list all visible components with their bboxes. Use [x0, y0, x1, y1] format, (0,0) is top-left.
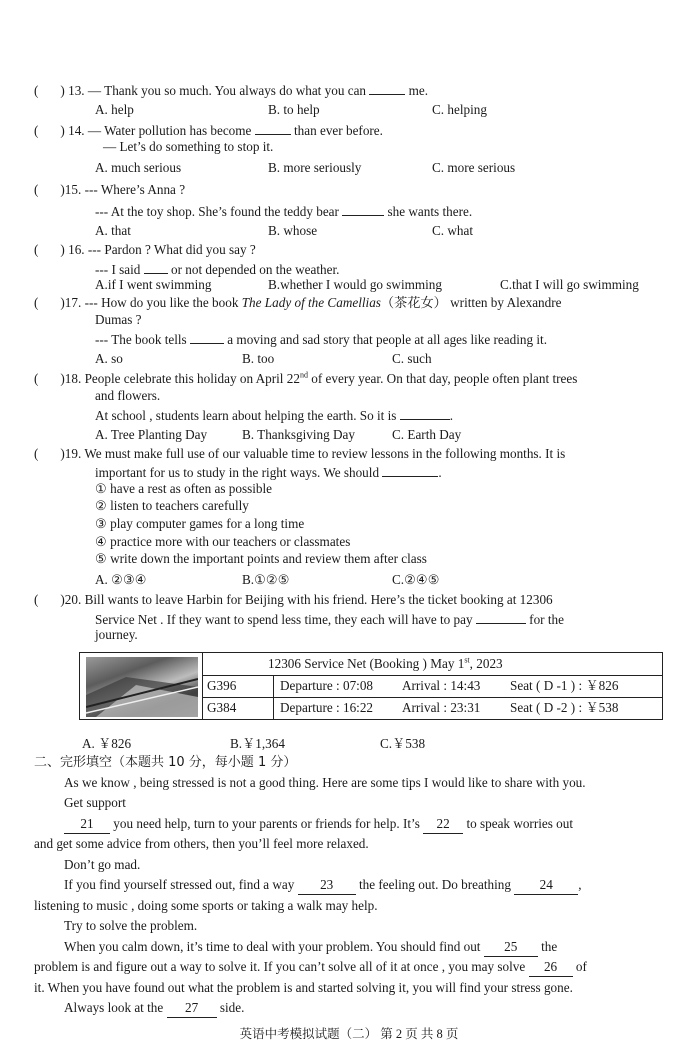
paren-open: (: [34, 371, 39, 386]
table-cell-seat: Seat ( D -2 ) : ￥538: [510, 700, 619, 715]
table-cell-arrival: Arrival : 23:31: [402, 700, 481, 715]
table-cell-train: G384: [207, 700, 237, 715]
q18-line3: [95, 405, 453, 425]
paren-close: ): [60, 242, 65, 257]
passage-paragraph-3: If you find yourself stressed out, find a way 23 the feeling out. Do breathing 24 ,: [64, 876, 582, 895]
question-text: she wants there.: [387, 204, 473, 219]
q13-option-b: B. to help: [268, 102, 320, 117]
answer-blank: [369, 80, 405, 95]
passage-paragraph-4: [64, 938, 557, 957]
q19-item-1: ① have a rest as often as possible: [95, 481, 272, 496]
table-cell-arrival: Arrival : 14:43: [402, 678, 481, 693]
ordinal-suffix: nd: [299, 370, 308, 380]
question-text: --- How do you like the book: [84, 295, 239, 310]
table-header-text: 12306 Service Net (Booking ) May 1: [268, 656, 465, 671]
cloze-blank-22: 22: [423, 815, 463, 834]
passage-text: you need help, turn to your parents or friends for help. It’s: [113, 816, 420, 831]
book-title: The Lady of the Camellias: [241, 295, 381, 310]
question-text: --- At the toy shop. She’s found the teddy bear: [95, 204, 339, 219]
question-text: Service Net . If they want to spend less time, they each will have to pay: [95, 612, 473, 627]
cloze-blank-21: 21: [64, 815, 110, 834]
passage-text: the: [541, 939, 558, 954]
train-photo: [86, 657, 198, 717]
question-text: --- Where’s Anna ?: [84, 182, 186, 197]
q17-stem: [34, 294, 561, 312]
question-text: for the: [529, 612, 564, 627]
q19-stem: [34, 445, 565, 463]
passage-paragraph-4-cont: [34, 958, 587, 977]
passage-text: Always look at the: [64, 1000, 164, 1015]
answer-blank: [342, 201, 384, 216]
question-text: People celebrate this holiday on April 22: [84, 371, 300, 386]
question-number: 13.: [68, 83, 85, 98]
q20-option-a: A. ￥826: [82, 736, 132, 751]
q19-item-3: ③ play computer games for a long time: [95, 516, 305, 531]
question-number: 16.: [68, 242, 85, 257]
q20-option-b: B.￥1,364: [230, 736, 285, 751]
q19-option-a: A. ②③④: [95, 572, 147, 587]
question-text: --- I said: [95, 262, 141, 277]
q18-option-a: A. Tree Planting Day: [95, 427, 208, 442]
answer-blank: [476, 609, 526, 624]
q15-option-c: C. what: [432, 223, 474, 238]
question-text: of every year. On that day, people often plant trees: [311, 371, 578, 386]
q20-stem: [34, 591, 553, 609]
cloze-blank-27: 27: [167, 999, 217, 1018]
question-text: — Thank you so much. You always do what you can: [87, 83, 367, 98]
question-text: .: [449, 408, 454, 423]
q15-line2: [95, 201, 472, 221]
q14-option-c: C. more serious: [432, 160, 516, 175]
table-cell-seat: Seat ( D -1 ) : ￥826: [510, 678, 619, 693]
question-number: )15.: [60, 182, 82, 197]
q19-item-4: ④ practice more with our teachers or classmates: [95, 534, 351, 549]
page-footer: 英语中考模拟试题（二） 第 2 页 共 8 页: [239, 1027, 459, 1041]
question-text: --- The book tells: [95, 332, 187, 347]
passage-paragraph-3-cont: listening to music , doing some sports or taking a walk may help.: [34, 898, 378, 913]
table-cell-departure: Departure : 07:08: [280, 678, 374, 693]
paren-open: (: [34, 592, 39, 607]
paren-close: ): [60, 83, 65, 98]
q19-item-2: ② listen to teachers carefully: [95, 498, 249, 513]
passage-text: If you find yourself stressed out, find a way: [64, 877, 295, 892]
question-text: me.: [408, 83, 429, 98]
q13-stem: [34, 80, 428, 100]
cloze-blank-23: 23: [298, 876, 356, 895]
passage-paragraph-1: As we know , being stressed is not a good thing. Here are some tips I would like to share with you.: [64, 775, 586, 790]
q14-stem: [34, 120, 383, 140]
ticket-table: [79, 652, 663, 720]
paren-open: (: [34, 182, 39, 197]
q19-line2: [95, 462, 442, 482]
table-cell-departure: Departure : 16:22: [280, 700, 374, 715]
q14-option-a: A. much serious: [95, 160, 182, 175]
q13-option-c: C. helping: [432, 102, 487, 117]
passage-text: to speak worries out: [466, 816, 574, 831]
q18-line2: and flowers.: [95, 388, 161, 403]
question-text: --- Pardon ? What did you say ?: [87, 242, 256, 257]
book-title-chinese: （茶花女）: [380, 295, 447, 310]
paren-open: (: [34, 446, 39, 461]
question-text: At school , students learn about helping the earth. So it is: [95, 408, 397, 423]
question-text: than ever before.: [293, 123, 383, 138]
passage-text: the feeling out. Do breathing: [358, 877, 511, 892]
paren-close: ): [60, 123, 65, 138]
q19-item-5: ⑤ write down the important points and review them after class: [95, 551, 427, 566]
passage-text: side.: [219, 1000, 245, 1015]
paren-open: (: [34, 295, 39, 310]
question-text: We must make full use of our valuable time to review lessons in the following months. It is: [84, 446, 566, 461]
question-number: )18.: [60, 371, 82, 386]
answer-blank: [400, 405, 450, 420]
q20-line3: journey.: [95, 627, 138, 642]
question-text: written by Alexandre: [450, 295, 562, 310]
q20-option-c: C.￥538: [380, 736, 426, 751]
q16-option-a: A.if I went swimming: [95, 277, 212, 292]
question-number: )19.: [60, 446, 82, 461]
answer-blank: [382, 462, 438, 477]
question-text: or not depended on the weather.: [171, 262, 340, 277]
q18-option-c: C. Earth Day: [392, 427, 462, 442]
q13-option-a: A. help: [95, 102, 134, 117]
q19-option-b: B.①②⑤: [242, 572, 290, 587]
passage-subheading-1: Get support: [64, 795, 126, 810]
section-heading: 二、完形填空（本题共 10 分，每小题 1 分）: [34, 755, 297, 770]
table-header: [268, 655, 503, 673]
passage-subheading-2: Don’t go mad.: [64, 857, 141, 872]
question-number: )17.: [60, 295, 82, 310]
q17-option-b: B. too: [242, 351, 275, 366]
cloze-blank-24: 24: [514, 876, 578, 895]
q19-option-c: C.②④⑤: [392, 572, 440, 587]
q16-option-c: C.that I will go swimming: [500, 277, 639, 292]
answer-blank: [144, 259, 168, 274]
paren-open: (: [34, 242, 39, 257]
cloze-blank-26: 26: [529, 958, 573, 977]
question-text: .: [438, 465, 442, 480]
answer-blank: [255, 120, 291, 135]
paren-open: (: [34, 123, 39, 138]
question-text: a moving and sad story that people at all ages like reading it.: [227, 332, 547, 347]
passage-text: When you calm down, it’s time to deal with your problem. You should find out: [64, 939, 481, 954]
q17-option-c: C. such: [392, 351, 432, 366]
q16-option-b: B.whether I would go swimming: [268, 277, 442, 292]
ordinal-suffix: st: [464, 655, 470, 665]
q20-line2: [95, 609, 564, 629]
q17-line3: [95, 329, 547, 349]
passage-paragraph-2: [64, 815, 573, 834]
table-header-text: , 2023: [469, 656, 503, 671]
passage-paragraph-2-cont: and get some advice from others, then you’ll feel more relaxed.: [34, 836, 369, 851]
question-number: )20.: [60, 592, 82, 607]
passage-paragraph-5: [64, 999, 244, 1018]
question-text: — Water pollution has become: [87, 123, 252, 138]
passage-text: problem is and figure out a way to solve it. If you can’t solve all of it at once , you may solve: [34, 959, 526, 974]
passage-text: of: [575, 959, 587, 974]
passage-subheading-3: Try to solve the problem.: [64, 918, 198, 933]
paren-open: (: [34, 83, 39, 98]
q15-stem: [34, 181, 185, 199]
q15-option-a: A. that: [95, 223, 131, 238]
passage-paragraph-4-end: it. When you have found out what the problem is and started solving it, you will find your stress gone.: [34, 980, 573, 995]
q17-line2: Dumas ?: [95, 312, 142, 327]
question-text: important for us to study in the right ways. We should: [95, 465, 380, 480]
q18-stem: [34, 370, 577, 388]
table-cell-train: G396: [207, 678, 237, 693]
question-number: 14.: [68, 123, 85, 138]
q15-option-b: B. whose: [268, 223, 318, 238]
q16-stem: [34, 241, 256, 259]
q17-option-a: A. so: [95, 351, 123, 366]
cloze-blank-25: 25: [484, 938, 538, 957]
q14-line2: — Let’s do something to stop it.: [103, 139, 274, 154]
question-text: Bill wants to leave Harbin for Beijing with his friend. Here’s the ticket booking at 12306: [84, 592, 553, 607]
q14-option-b: B. more seriously: [268, 160, 362, 175]
q18-option-b: B. Thanksgiving Day: [242, 427, 355, 442]
answer-blank: [190, 329, 224, 344]
